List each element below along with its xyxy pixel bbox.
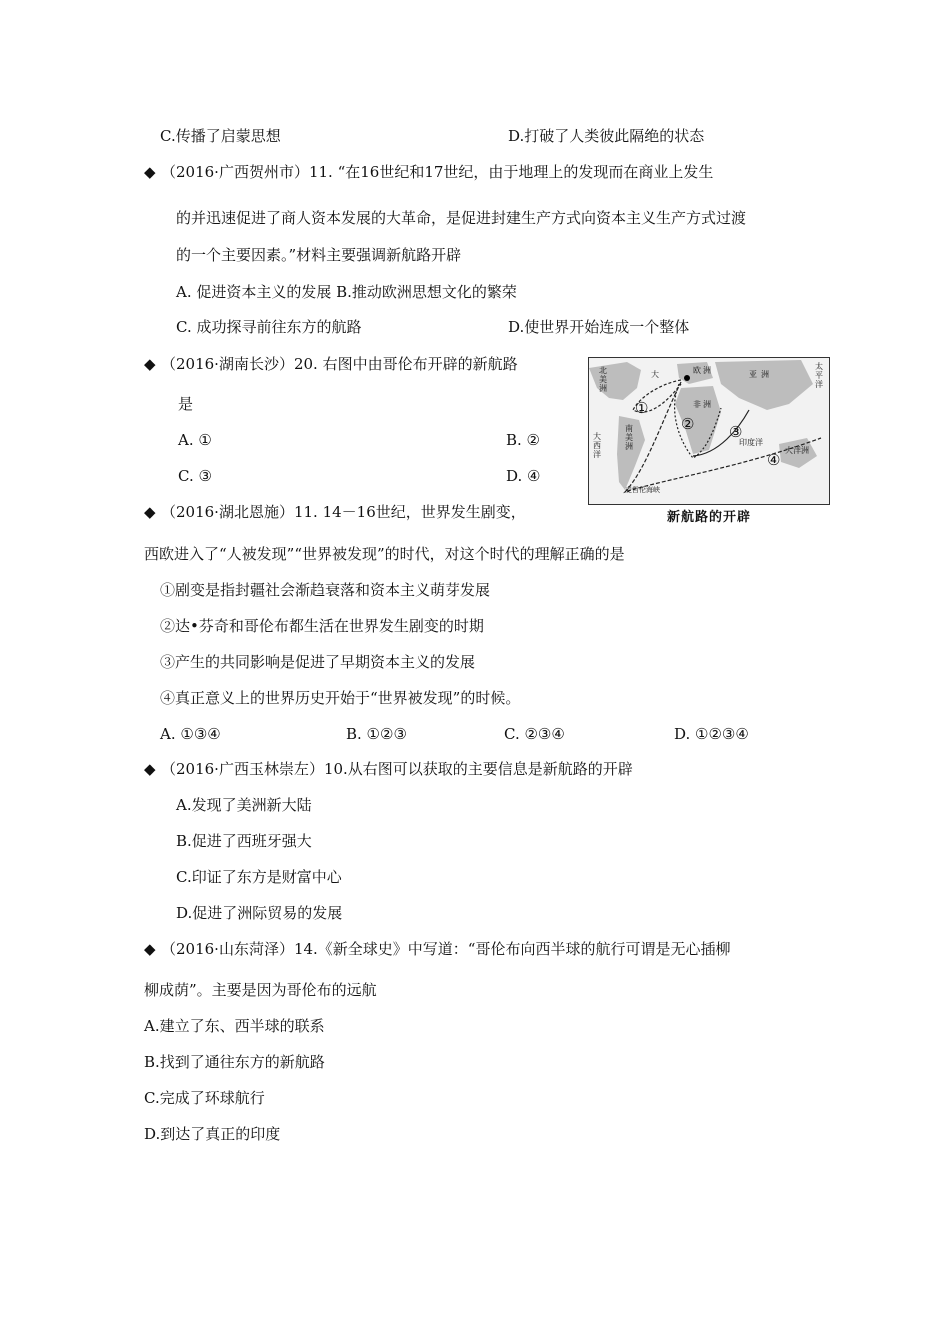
map-label: 美 [599, 375, 607, 384]
asia-shape [715, 360, 813, 410]
q20-option-c: C. ③ [178, 467, 212, 485]
q11b-option-c: C. ②③④ [504, 725, 565, 743]
diamond-bullet-icon: ◆ [144, 503, 156, 521]
map-label: 麦哲伦海峡 [625, 486, 660, 494]
q14-option-a: A.建立了东、西半球的联系 [144, 1017, 325, 1035]
q11b-statement-2: ②达•芬奇和哥伦布都生活在世界发生剧变的时期 [160, 617, 484, 635]
map-label: 洲 [703, 366, 711, 375]
map-marker-4: ④ [767, 451, 781, 469]
q20-option-a: A. ① [178, 431, 212, 449]
q11b-statement-3: ③产生的共同影响是促进了早期资本主义的发展 [160, 653, 476, 671]
map-caption: 新航路的开辟 [666, 510, 751, 525]
map-label: 洲 [761, 370, 769, 379]
map-marker-1: ① [635, 399, 649, 417]
q14-option-d: D.到达了真正的印度 [144, 1125, 281, 1143]
map-marker-3: ③ [729, 423, 743, 441]
q20-option-b: B. ② [506, 431, 541, 449]
map-label: 洋 [815, 380, 823, 389]
map-label: 印度洋 [739, 438, 763, 447]
q11b-option-d: D. ①②③④ [674, 725, 749, 743]
q14-stem-line2: 柳成荫”。主要是因为哥伦布的远航 [144, 981, 377, 999]
map-label: 南 [625, 424, 633, 433]
q10-stem-line1: （2016·广西玉林崇左）10.从右图可以获取的主要信息是新航路的开辟 [161, 760, 633, 778]
map-label: 西 [593, 441, 601, 450]
north-america-shape [589, 362, 641, 400]
q11b-option-a: A. ①③④ [160, 725, 221, 743]
map-label: 欧 [693, 366, 701, 375]
q11b-statement-1: ①剧变是指封疆社会渐趋衰落和资本主义萌芽发展 [160, 581, 491, 599]
map-label: 太 [815, 362, 823, 371]
map-label: 北 [599, 366, 607, 375]
q11b-stem-line2: 西欧进入了“人被发现”“世界被发现”的时代，对这个时代的理解正确的是 [144, 545, 625, 563]
prev-option-d: D.打破了人类彼此隔绝的状态 [508, 127, 705, 145]
map-label: 亚 [749, 370, 757, 379]
map-marker-2: ② [681, 415, 695, 433]
map-label: 大洋洲 [785, 446, 809, 455]
new-sea-routes-map [588, 357, 830, 505]
q11-option-c: C. 成功探寻前往东方的航路 [176, 318, 362, 336]
q20-stem-line1: （2016·湖南长沙）20. 右图中由哥伦布开辟的新航路 [161, 355, 518, 373]
q14-stem-line1: （2016·山东菏泽）14.《新全球史》中写道：“哥伦布向西半球的航行可谓是无心插柳 [161, 940, 731, 958]
map-label: 洲 [599, 384, 607, 393]
q11-stem-line1: （2016·广西贺州市）11. “在16世纪和17世纪，由于地理上的发现而在商业上发生 [161, 163, 714, 181]
diamond-bullet-icon: ◆ [144, 355, 156, 373]
map-label: 大 [651, 370, 659, 379]
map-label: 美 [625, 433, 633, 442]
diamond-bullet-icon: ◆ [144, 940, 156, 958]
map-label: 大 [593, 432, 601, 441]
q10-option-c: C.印证了东方是财富中心 [176, 868, 342, 886]
q11b-stem-line1: （2016·湖北恩施）11. 14－16世纪，世界发生剧变， [161, 503, 526, 521]
q11-stem-line3: 的一个主要因素。”材料主要强调新航路开辟 [176, 246, 462, 264]
map-label: 非 [693, 400, 701, 409]
map-label: 洲 [625, 442, 633, 451]
q11-option-d: D.使世界开始连成一个整体 [508, 318, 690, 336]
prev-option-c: C.传播了启蒙思想 [160, 127, 281, 145]
q11b-statement-4: ④真正意义上的世界历史开始于“世界被发现”的时候。 [160, 689, 521, 707]
map-label: 洋 [593, 450, 601, 459]
q14-option-c: C.完成了环球航行 [144, 1089, 265, 1107]
map-label: 平 [815, 371, 823, 380]
map-label: 洲 [703, 400, 711, 409]
diamond-bullet-icon: ◆ [144, 760, 156, 778]
q10-option-a: A.发现了美洲新大陆 [176, 796, 312, 814]
q20-option-d: D. ④ [506, 467, 541, 485]
q11b-option-b: B. ①②③ [346, 725, 407, 743]
q11-option-ab: A. 促进资本主义的发展 B.推动欧洲思想文化的繁荣 [176, 283, 517, 301]
diamond-bullet-icon: ◆ [144, 163, 156, 181]
q14-option-b: B.找到了通往东方的新航路 [144, 1053, 325, 1071]
q11-stem-line2: 的并迅速促进了商人资本发展的大革命，是促进封建生产方式向资本主义生产方式过渡 [176, 209, 747, 227]
q10-option-b: B.促进了西班牙强大 [176, 832, 312, 850]
q20-stem-line2: 是 [178, 395, 194, 413]
q10-option-d: D.促进了洲际贸易的发展 [176, 904, 343, 922]
